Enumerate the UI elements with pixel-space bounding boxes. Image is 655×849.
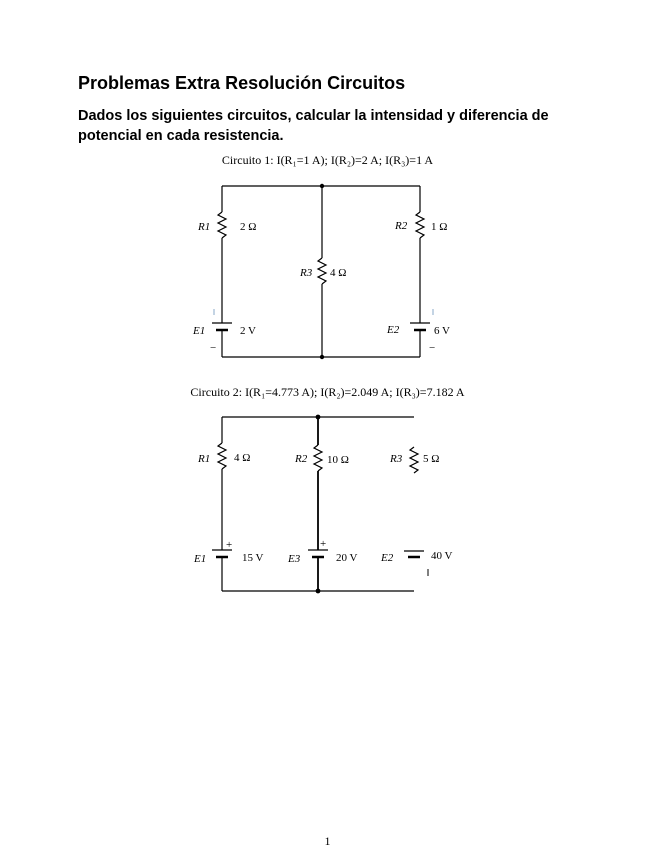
circuit1-r1-name: R1 (198, 221, 211, 233)
circuit2-r2-value: 10 Ω (327, 454, 349, 466)
circuit1-e1-minus: − (210, 342, 217, 354)
circuit2-e3-value: 20 V (336, 552, 358, 564)
circuit2-diagram (212, 417, 428, 591)
circuit2-e1-value: 15 V (242, 552, 264, 564)
circuit1-r2-resistor (416, 212, 424, 238)
circuit2-e1-name: E1 (194, 553, 207, 565)
circuit2-r3-resistor (410, 447, 418, 473)
circuit1-node-top (320, 184, 324, 188)
circuit2-r1-value: 4 Ω (234, 452, 251, 464)
circuit1-r3-value: 4 Ω (330, 267, 347, 279)
circuit2-e2-name: E2 (381, 552, 394, 564)
circuit1-caption: Circuito 1: I(R₁=1 A); I(R₂)=2 A; I(R₃)=1 A (221, 153, 434, 167)
circuit1-r3-resistor (318, 258, 326, 284)
circuit2-caption: Circuito 2: I(R₁=4.773 A); I(R₂)=2.049 A; I(R₃)=7.182 A (190, 385, 465, 399)
circuit1-r3-name: R3 (300, 267, 313, 279)
circuit1-r1-resistor (218, 212, 226, 238)
circuit2-e3-name: E3 (288, 553, 301, 565)
circuit1-e1-value: 2 V (240, 325, 256, 337)
circuit2-labels (193, 452, 453, 565)
circuit2-e2-value: 40 V (431, 550, 453, 562)
circuit1-r2-value: 1 Ω (431, 221, 448, 233)
circuit2-r3-name: R3 (390, 453, 403, 465)
circuit2-e3-plus: + (320, 538, 327, 550)
circuit2-r2-name: R2 (295, 453, 308, 465)
circuit1-e2-name: E2 (387, 324, 400, 336)
circuit1-labels (192, 220, 450, 354)
problem-statement: Dados los siguientes circuitos, calcular la intensidad y diferencia de potencial en cada resistencia. (78, 108, 549, 144)
circuit1-r1-value: 2 Ω (240, 221, 257, 233)
circuit1-node-bottom (320, 355, 324, 359)
circuit2-r3-value: 5 Ω (423, 453, 440, 465)
circuit1-e2-minus: − (429, 342, 436, 354)
circuit1-e1-name: E1 (193, 325, 206, 337)
page-number: 1 (324, 834, 331, 848)
circuit2-node-bottom (316, 589, 321, 594)
circuit2-r2-resistor (314, 445, 322, 471)
circuit2-r1-resistor (218, 443, 226, 469)
page-title: Problemas Extra Resolución Circuitos (78, 73, 406, 93)
circuit1-r2-name: R2 (395, 220, 408, 232)
circuit1-e2-value: 6 V (434, 325, 450, 337)
circuit2-node-top (316, 415, 321, 420)
circuit2-e1-plus: + (226, 539, 233, 551)
circuit2-r1-name: R1 (198, 453, 211, 465)
